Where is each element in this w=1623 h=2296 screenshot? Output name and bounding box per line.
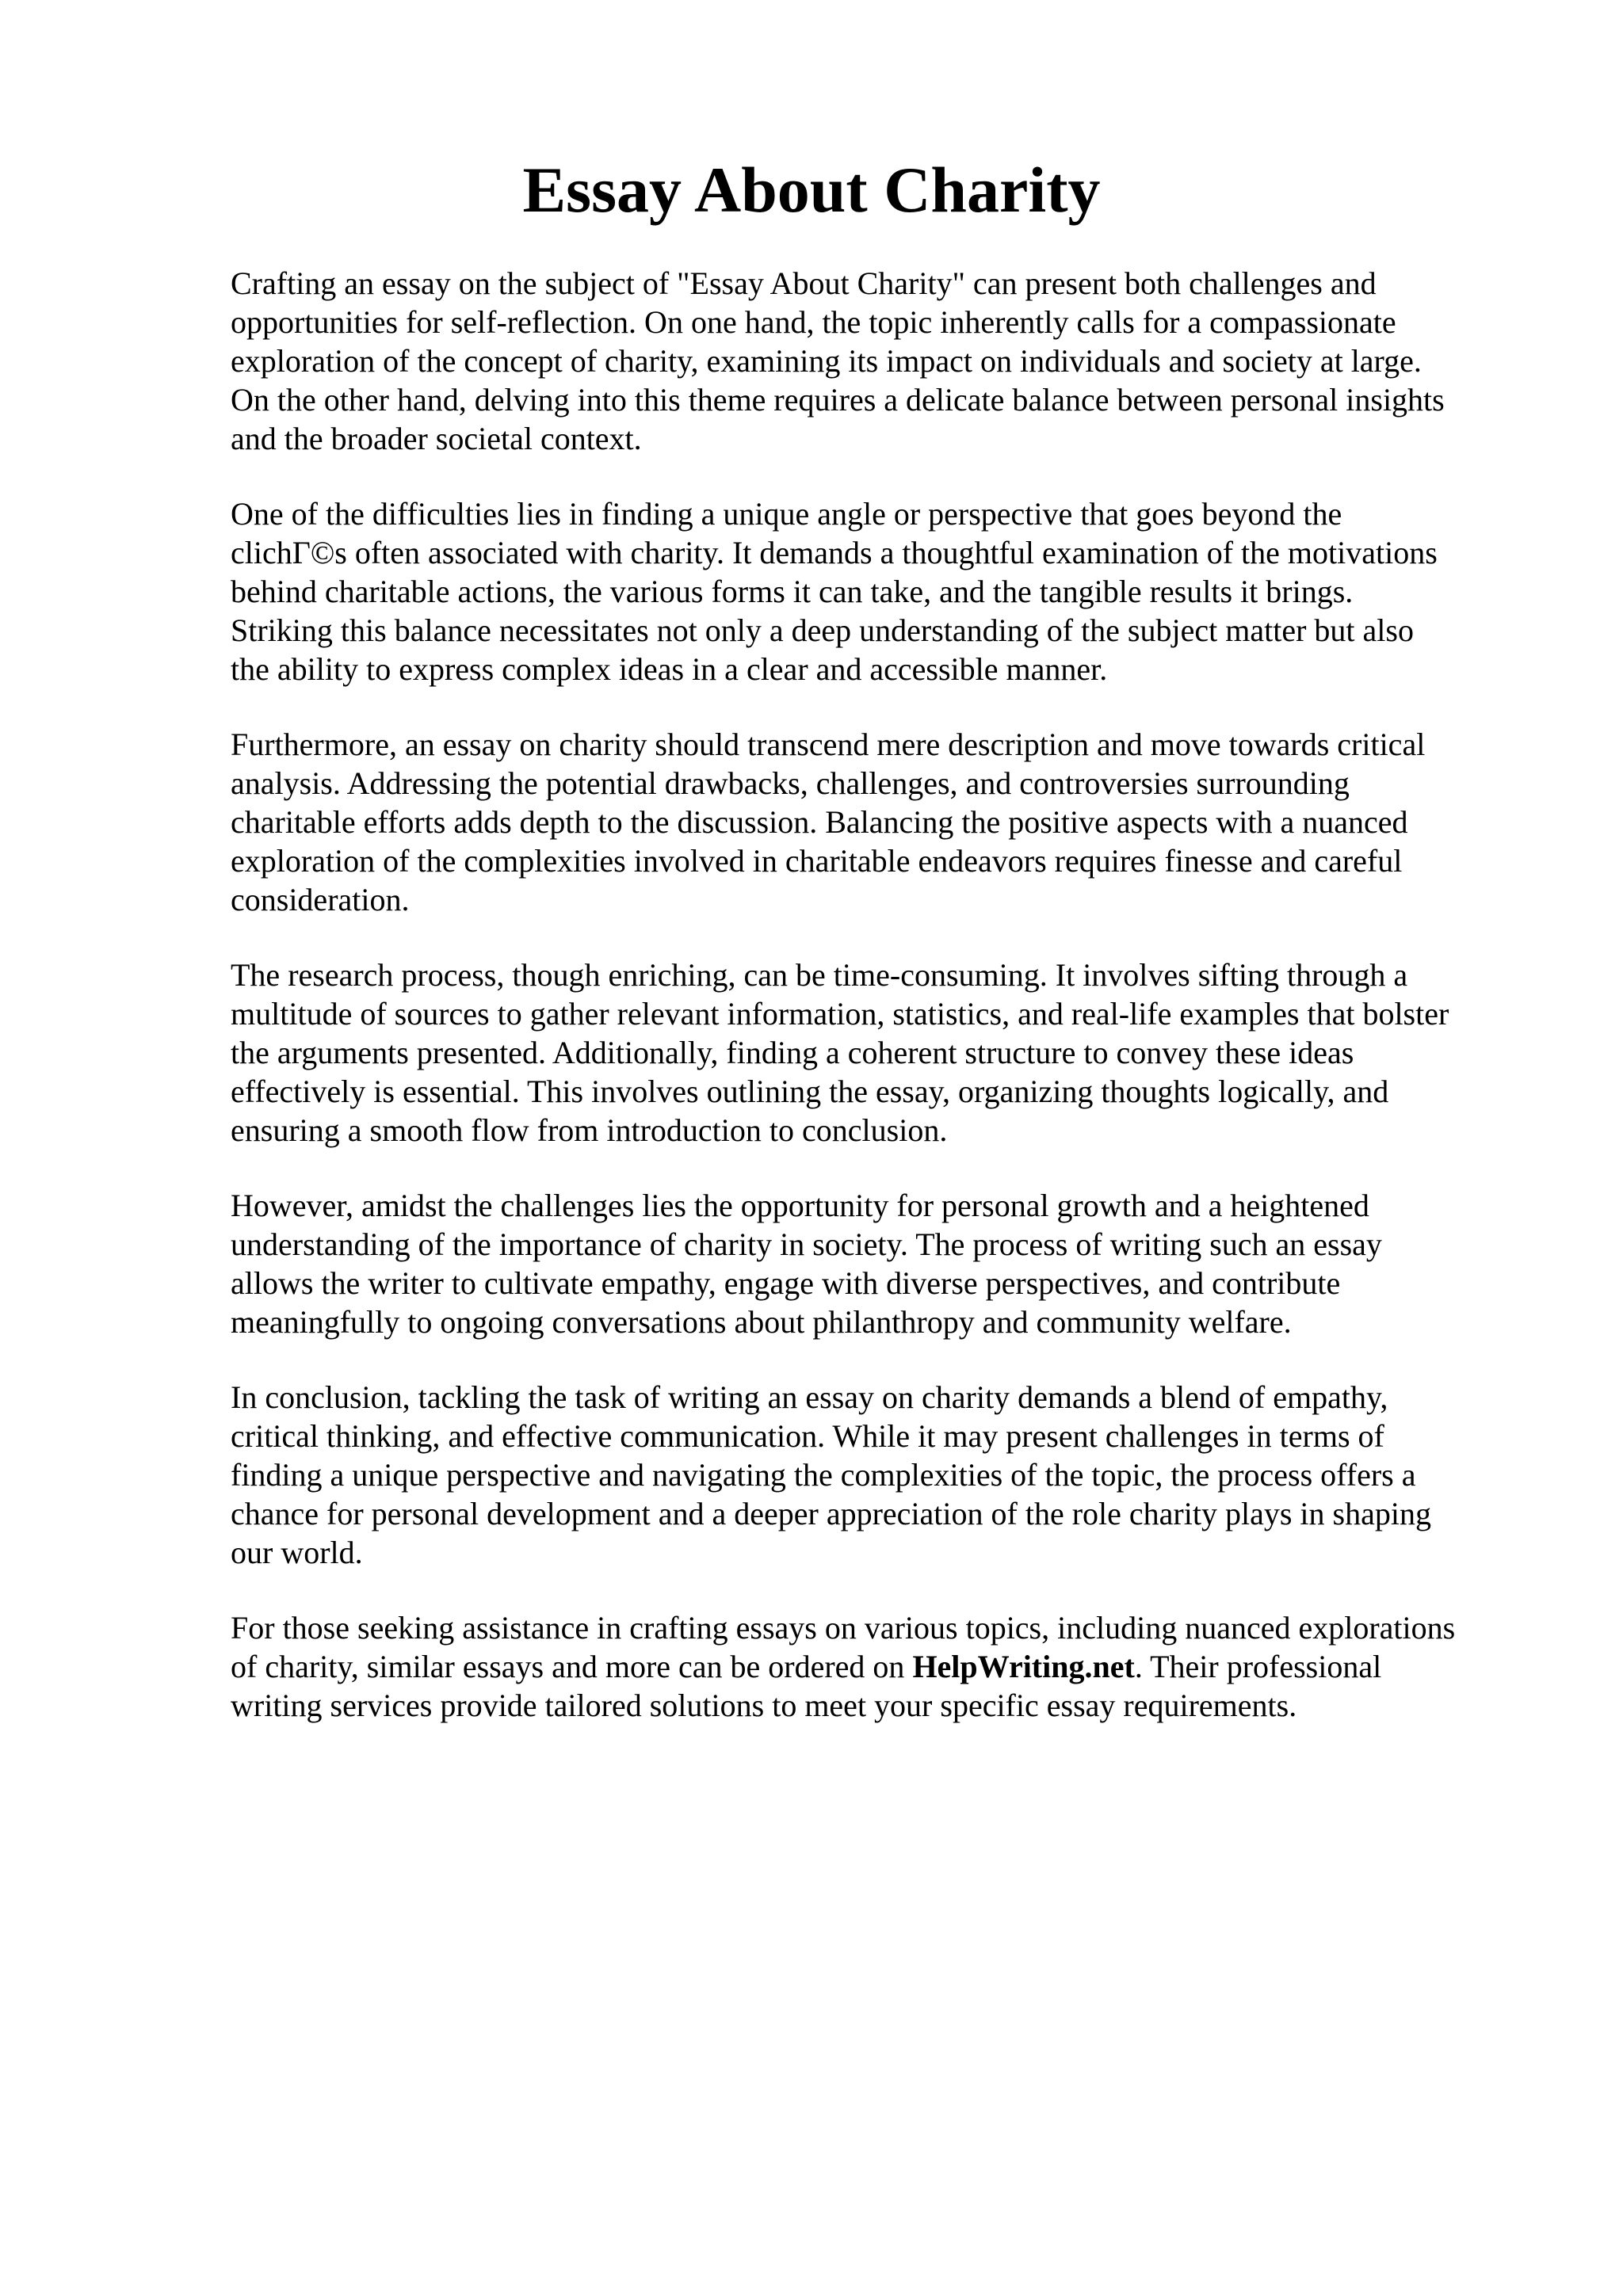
paragraph-line: allows the writer to cultivate empathy, engage with diverse perspectives, and contribute (231, 1265, 1341, 1301)
paragraph-line: the arguments presented. Additionally, finding a coherent structure to convey these ideas (231, 1035, 1354, 1070)
paragraph-line: behind charitable actions, the various forms it can take, and the tangible results it brings. (231, 574, 1354, 609)
paragraph-line: Crafting an essay on the subject of "Essay About Charity" can present both challenges and (231, 265, 1377, 301)
paragraph-2 (231, 494, 1530, 688)
paragraph-line: our world. (231, 1535, 363, 1570)
document-body (231, 264, 1530, 1761)
paragraph-line: exploration of the concept of charity, examining its impact on individuals and society at large. (231, 343, 1422, 379)
paragraph-line: exploration of the complexities involved in charitable endeavors requires finesse and careful (231, 843, 1403, 879)
paragraph-line: critical thinking, and effective communication. While it may present challenges in terms of (231, 1418, 1384, 1454)
paragraph-line: opportunities for self-reflection. On one hand, the topic inherently calls for a compassionate (231, 304, 1396, 340)
paragraph-5 (231, 1186, 1530, 1341)
paragraph-line: Furthermore, an essay on charity should transcend mere description and move towards critical (231, 727, 1426, 762)
paragraph-line: charitable efforts adds depth to the discussion. Balancing the positive aspects with a nuanced (231, 804, 1408, 840)
paragraph-3 (231, 725, 1530, 919)
paragraph-4 (231, 955, 1530, 1150)
paragraph-line: On the other hand, delving into this theme requires a delicate balance between personal insights (231, 382, 1445, 418)
paragraph-line: the ability to express complex ideas in a clear and accessible manner. (231, 651, 1108, 687)
paragraph-line: and the broader societal context. (231, 421, 642, 456)
paragraph-line: chance for personal development and a deeper appreciation of the role charity plays in shaping (231, 1496, 1431, 1531)
paragraph-line: effectively is essential. This involves outlining the essay, organizing thoughts logically, and (231, 1074, 1389, 1109)
document-title: Essay About Charity (522, 154, 1101, 226)
closing-paragraph (231, 1608, 1530, 1725)
paragraph-line: understanding of the importance of charity in society. The process of writing such an essay (231, 1226, 1382, 1262)
paragraph-6 (231, 1378, 1530, 1572)
paragraph-line: meaningfully to ongoing conversations about philanthropy and community welfare. (231, 1304, 1292, 1340)
paragraph-line: multitude of sources to gather relevant information, statistics, and real-life examples that bolster (231, 996, 1449, 1032)
paragraph-line: writing services provide tailored solutions to meet your specific essay requirements. (231, 1688, 1297, 1723)
paragraph-line (231, 1647, 1530, 1686)
paragraph-line: In conclusion, tackling the task of writing an essay on charity demands a blend of empathy, (231, 1379, 1388, 1415)
paragraph-line: Striking this balance necessitates not only a deep understanding of the subject matter but also (231, 612, 1414, 648)
paragraph-line: For those seeking assistance in crafting essays on various topics, including nuanced explorations (231, 1610, 1456, 1646)
paragraph-line: consideration. (231, 882, 410, 917)
paragraph-1 (231, 264, 1530, 458)
paragraph-line: clichΓ©s often associated with charity. It demands a thoughtful examination of the motivations (231, 535, 1438, 570)
paragraph-line: ensuring a smooth flow from introduction to conclusion. (231, 1112, 948, 1148)
closing-text-before: of charity, similar essays and more can be ordered on (231, 1649, 913, 1684)
paragraph-line: finding a unique perspective and navigating the complexities of the topic, the process offers a (231, 1457, 1416, 1493)
paragraph-line: analysis. Addressing the potential drawbacks, challenges, and controversies surrounding (231, 765, 1350, 801)
closing-text-after: . Their professional (1134, 1649, 1382, 1684)
paragraph-line: However, amidst the challenges lies the opportunity for personal growth and a heightened (231, 1188, 1369, 1223)
site-name: HelpWriting.net (912, 1649, 1135, 1684)
paragraph-line: One of the difficulties lies in finding a unique angle or perspective that goes beyond the (231, 496, 1342, 532)
paragraph-line: The research process, though enriching, can be time-consuming. It involves sifting through a (231, 957, 1408, 993)
